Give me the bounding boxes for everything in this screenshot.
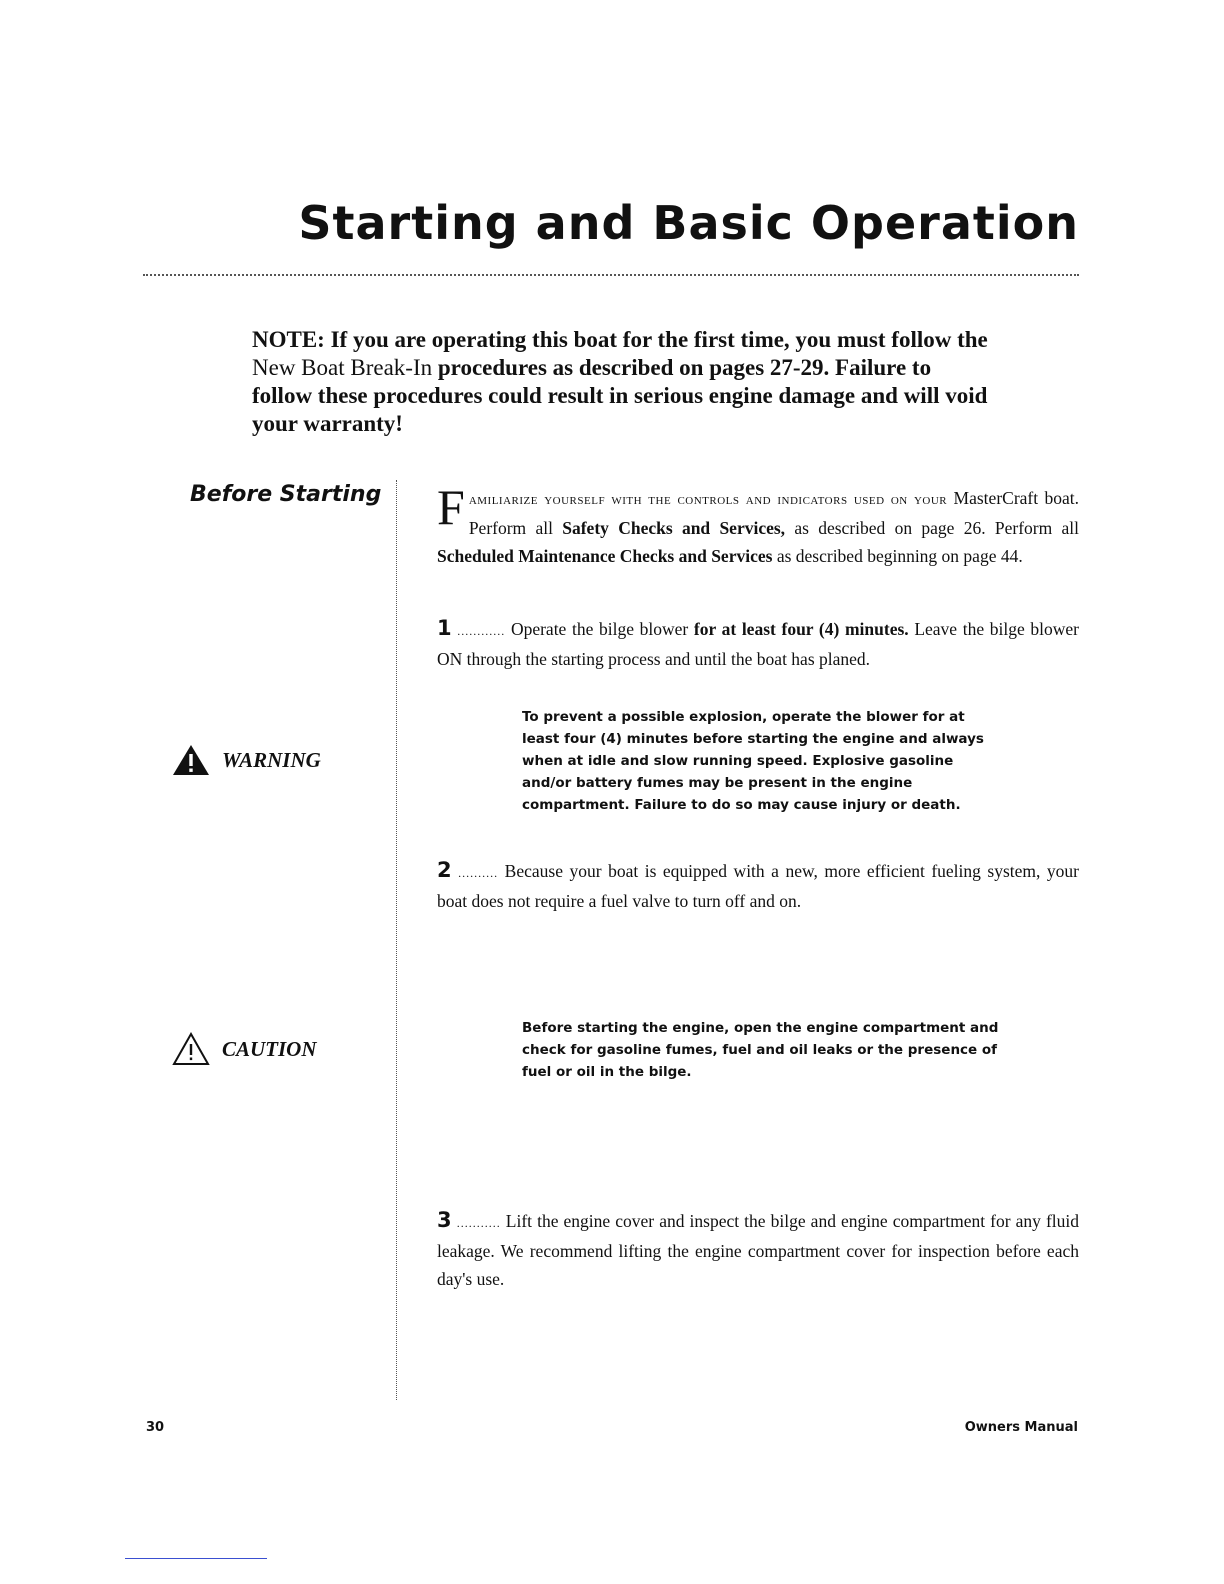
note-text-1: NOTE: If you are operating this boat for the first time, you must follow the <box>252 327 988 352</box>
intro-safety-checks: Safety Checks and Services, <box>562 518 786 538</box>
caution-label-text: CAUTION <box>222 1036 317 1061</box>
intro-paragraph <box>437 479 1080 570</box>
step-text-1: Operate the bilge blower <box>510 619 689 639</box>
step-3 <box>437 1206 1079 1293</box>
warning-label <box>172 744 321 776</box>
step-1 <box>437 614 1079 673</box>
title-divider <box>143 274 1079 276</box>
warning-icon <box>172 744 210 776</box>
intro-text-1: MasterCraft boat. Perform all <box>468 488 1079 538</box>
step-number: 3 <box>437 1208 452 1232</box>
caution-text: Before starting the engine, open the engine compartment and check for gasoline fumes, fuel and oil leaks or the presence of fuel or oil in the bilge. <box>522 1020 999 1080</box>
drop-cap: F <box>437 479 465 535</box>
step-text: Lift the engine cover and inspect the bilge and engine compartment for any fluid leakage. We recommend lifting the engine compartment cover for inspection before each day's use. <box>437 1211 1080 1289</box>
warning-label-text: WARNING <box>222 747 321 772</box>
caution-label <box>172 1032 317 1066</box>
intro-text-2: as described on page 26. Perform all <box>794 518 1080 538</box>
step-leader: ........... <box>456 1216 501 1230</box>
page-number: 30 <box>146 1420 165 1435</box>
note-text-2: procedures as described on pages 27-29. Failure to follow these procedures could result in serious engine damage and will void your warranty! <box>252 355 988 436</box>
step-text-2: Leave the bilge blower ON through the starting process and until the boat has planed. <box>437 619 1079 669</box>
page-title: Starting and Basic Operation <box>298 196 1079 250</box>
step-2 <box>437 856 1079 915</box>
step-bold: for at least four (4) minutes. <box>693 619 909 639</box>
warning-text: To prevent a possible explosion, operate the blower for at least four (4) minutes before starting the engine and always when at idle and slow running speed. Explosive gasoline and/or battery fumes may be present in the engine compartment. Failure to do so may cause injury or death. <box>522 709 984 813</box>
step-leader: .......... <box>458 866 499 880</box>
intro-scheduled-maintenance: Scheduled Maintenance Checks and Services <box>437 546 773 566</box>
bottom-rule <box>125 1558 267 1559</box>
intro-smallcaps: amiliarize yourself with the controls and indicators used on your <box>468 492 948 508</box>
step-leader: ............ <box>457 624 506 638</box>
column-divider <box>396 480 397 1400</box>
break-in-note <box>252 326 992 438</box>
step-number: 1 <box>437 616 452 640</box>
caution-icon <box>172 1032 210 1066</box>
section-heading: Before Starting <box>190 482 382 507</box>
step-number: 2 <box>437 858 452 882</box>
step-text: Because your boat is equipped with a new, more efficient fueling system, your boat does not require a fuel valve to turn off and on. <box>437 861 1079 911</box>
note-break-in-term: New Boat Break-In <box>252 355 433 380</box>
footer-manual-label: Owners Manual <box>964 1420 1078 1435</box>
intro-text-3: as described beginning on page 44. <box>776 546 1023 566</box>
